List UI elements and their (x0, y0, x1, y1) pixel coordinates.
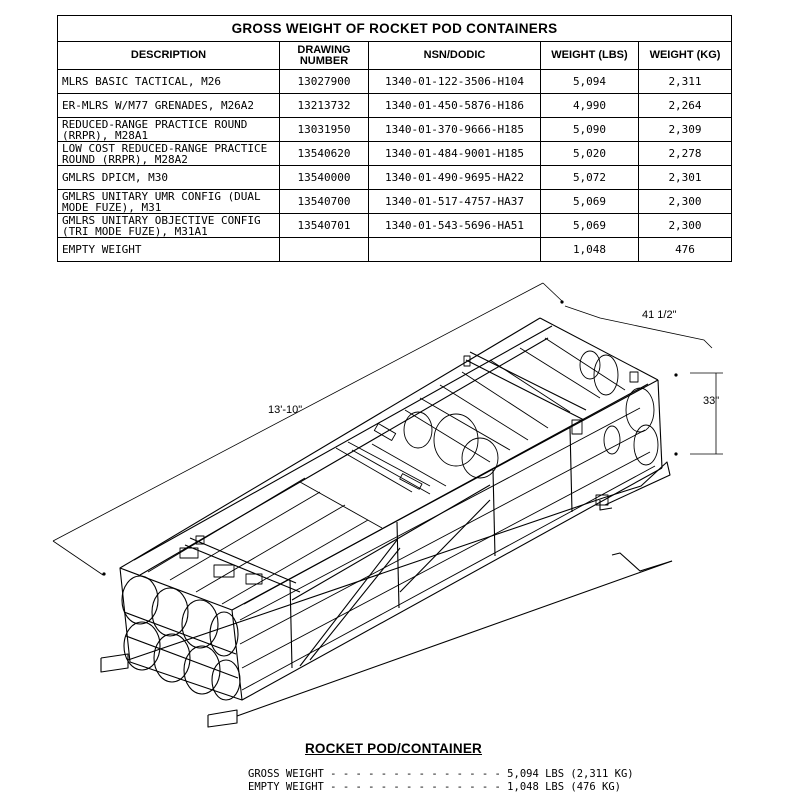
cell-lbs: 4,990 (541, 94, 639, 118)
dimension-markers (102, 300, 677, 575)
cell-description: GMLRS UNITARY OBJECTIVE CONFIG (TRI MODE FUZE), M31A1 (58, 214, 280, 238)
cell-drawing: 13027900 (280, 70, 369, 94)
cell-description: GMLRS UNITARY UMR CONFIG (DUAL MODE FUZE), M31 (58, 190, 280, 214)
cell-kg: 2,278 (639, 142, 732, 166)
cell-drawing: 13540700 (280, 190, 369, 214)
cell-lbs: 5,069 (541, 190, 639, 214)
dimension-length-label: 13'-10" (268, 404, 303, 416)
cell-lbs: 5,094 (541, 70, 639, 94)
cell-drawing: 13540620 (280, 142, 369, 166)
table-title: GROSS WEIGHT OF ROCKET POD CONTAINERS (58, 16, 732, 42)
col-header-drawing-number: DRAWING NUMBER (280, 42, 369, 70)
empty-weight-line: EMPTY WEIGHT - - - - - - - - - - - - - - 1,048 LBS (476 KG) (248, 781, 621, 793)
cell-description: EMPTY WEIGHT (58, 238, 280, 262)
col-header-nsn: NSN/DODIC (369, 42, 541, 70)
cell-drawing: 13213732 (280, 94, 369, 118)
cell-nsn: 1340-01-490-9695-HA22 (369, 166, 541, 190)
cell-kg: 476 (639, 238, 732, 262)
cell-kg: 2,311 (639, 70, 732, 94)
cell-description: ER-MLRS W/M77 GRENADES, M26A2 (58, 94, 280, 118)
cell-drawing: 13540000 (280, 166, 369, 190)
cell-nsn: 1340-01-122-3506-H104 (369, 70, 541, 94)
cell-drawing: 13540701 (280, 214, 369, 238)
cell-nsn: 1340-01-517-4757-HA37 (369, 190, 541, 214)
cell-nsn: 1340-01-370-9666-H185 (369, 118, 541, 142)
cell-nsn: 1340-01-484-9001-H185 (369, 142, 541, 166)
cell-lbs: 5,090 (541, 118, 639, 142)
cell-lbs: 5,072 (541, 166, 639, 190)
cell-kg: 2,300 (639, 214, 732, 238)
col-header-weight-kg: WEIGHT (KG) (639, 42, 732, 70)
cell-description: LOW COST REDUCED-RANGE PRACTICE ROUND (RRPR), M28A2 (58, 142, 280, 166)
cell-description: REDUCED-RANGE PRACTICE ROUND (RRPR), M28A1 (58, 118, 280, 142)
cell-drawing: 13031950 (280, 118, 369, 142)
rocket-tubes (148, 338, 658, 690)
gross-weight-line: GROSS WEIGHT - - - - - - - - - - - - - - 5,094 LBS (2,311 KG) (248, 768, 634, 780)
cell-nsn: 1340-01-450-5876-H186 (369, 94, 541, 118)
cell-lbs: 5,069 (541, 214, 639, 238)
cell-description: GMLRS DPICM, M30 (58, 166, 280, 190)
col-header-description: DESCRIPTION (58, 42, 280, 70)
cell-lbs: 5,020 (541, 142, 639, 166)
base-skids (101, 462, 672, 727)
cell-nsn: 1340-01-543-5696-HA51 (369, 214, 541, 238)
frame (120, 318, 662, 700)
cell-kg: 2,264 (639, 94, 732, 118)
front-tubes (122, 576, 240, 700)
dimension-height-label: 33" (703, 395, 720, 407)
cell-kg: 2,301 (639, 166, 732, 190)
cell-lbs: 1,048 (541, 238, 639, 262)
col-header-weight-lbs: WEIGHT (LBS) (541, 42, 639, 70)
cell-kg: 2,309 (639, 118, 732, 142)
dimension-width-label: 41 1/2" (642, 309, 677, 321)
summary-title: ROCKET POD/CONTAINER (304, 741, 482, 756)
cell-description: MLRS BASIC TACTICAL, M26 (58, 70, 280, 94)
cell-kg: 2,300 (639, 190, 732, 214)
